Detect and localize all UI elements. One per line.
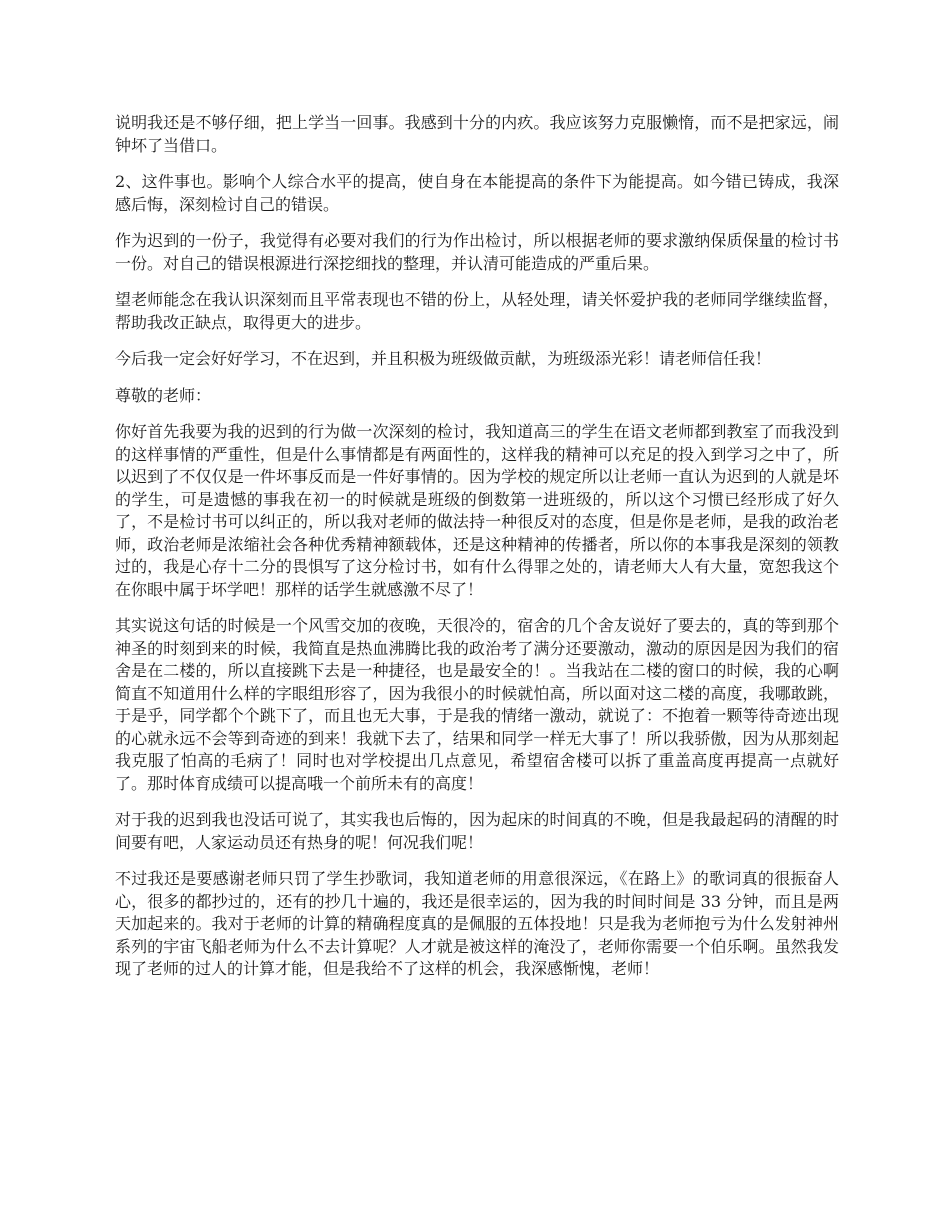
paragraph-3: 作为迟到的一份子，我觉得有必要对我们的行为作出检讨，所以根据老师的要求激纳保质保量的检讨书一份。对自己的错误根源进行深挖细找的整理，并认清可能造成的严重后果。 xyxy=(115,231,839,273)
paragraph-4: 望老师能念在我认识深刻而且平常表现也不错的份上，从轻处理，请关怀爱护我的老师同学继续监督，帮助我改正缺点，取得更大的进步。 xyxy=(115,290,839,332)
paragraph-2: 2、这件事也。影响个人综合水平的提高，使自身在本能提高的条件下为能提高。如今错已铸成，我深感后悔，深刻检讨自己的错误。 xyxy=(115,172,839,214)
document-body xyxy=(115,112,839,995)
salutation: 尊敬的老师： xyxy=(115,385,212,405)
paragraph-9: 对于我的迟到我也没话可说了，其实我也后悔的，因为起床的时间真的不晚，但是我最起码的清醒的时间要有吧，人家运动员还有热身的呢！何况我们呢！ xyxy=(115,810,839,852)
paragraph-5: 今后我一定会好好学习，不在迟到，并且积极为班级做贡献，为班级添光彩！请老师信任我！ xyxy=(115,349,772,368)
paragraph-7: 你好首先我要为我的迟到的行为做一次深刻的检讨，我知道高三的学生在语文老师都到教室了而我没到的这样事情的严重性，但是什么事情都是有两面性的，这样我的精神可以充足的投入到学习之中了，所以迟到了不仅仅是一件坏事反而是一件好事情的。因为学校的规定所以让老师一直认为迟到的人就是坏的学生，可是遗憾的事我在初一的时候就是班级的倒数第一进班级的，所以这个习惯已经形成了好久了，不是检讨书可以纠正的，所以我对老师的做法持一种很反对的态度，但是你是老师，是我的政治老师，政治老师是浓缩社会各种优秀精神额载体，还是这种精神的传播者，所以你的本事我是深刻的领教过的，我是心存十二分的畏惧写了这分检讨书，如有什么得罪之处的，请老师大人有大量，宽恕我这个在你眼中属于坏学吧！那样的话学生就感激不尽了！ xyxy=(115,422,839,599)
paragraph-10: 不过我还是要感谢老师只罚了学生抄歌词，我知道老师的用意很深远，《在路上》的歌词真的很振奋人心，很多的都抄过的，还有的抄几十遍的，我还是很幸运的，因为我的时间时间是 33 分钟，而且是两天加起来的。我对于老师的计算的精确程度真的是佩服的五体投地！只是我为老师抱亏为什么发射神州系列的宇宙飞船老师为什么不去计算呢？人才就是被这样的淹没了，老师你需要一个伯乐啊。虽然我发现了老师的过人的计算才能，但是我给不了这样的机会，我深感惭愧，老师！ xyxy=(115,869,839,978)
paragraph-1: 说明我还是不够仔细，把上学当一回事。我感到十分的内疚。我应该努力克服懒惰，而不是把家远，闹钟坏了当借口。 xyxy=(115,113,839,155)
paragraph-8: 其实说这句话的时候是一个风雪交加的夜晚，天很冷的，宿舍的几个舍友说好了要去的，真的等到那个神圣的时刻到来的时候，我简直是热血沸腾比我的政治考了满分还要激动，激动的原因是因为我们的宿舍是在二楼的，所以直接跳下去是一种捷径，也是最安全的！。当我站在二楼的窗口的时候，我的心啊简直不知道用什么样的字眼组形容了，因为我很小的时候就怕高，所以面对这二楼的高度，我哪敢跳，于是乎，同学都个个跳下了，而且也无大事，于是我的情绪一激动，就说了：不抱着一颗等待奇迹出现的心就永远不会等到奇迹的到来！我就下去了，结果和同学一样无大事了！所以我骄傲，因为从那刻起我克服了怕高的毛病了！同时也对学校提出几点意见，希望宿舍楼可以拆了重盖高度再提高一点就好了。那时体育成绩可以提高哦一个前所未有的高度！ xyxy=(115,616,839,793)
